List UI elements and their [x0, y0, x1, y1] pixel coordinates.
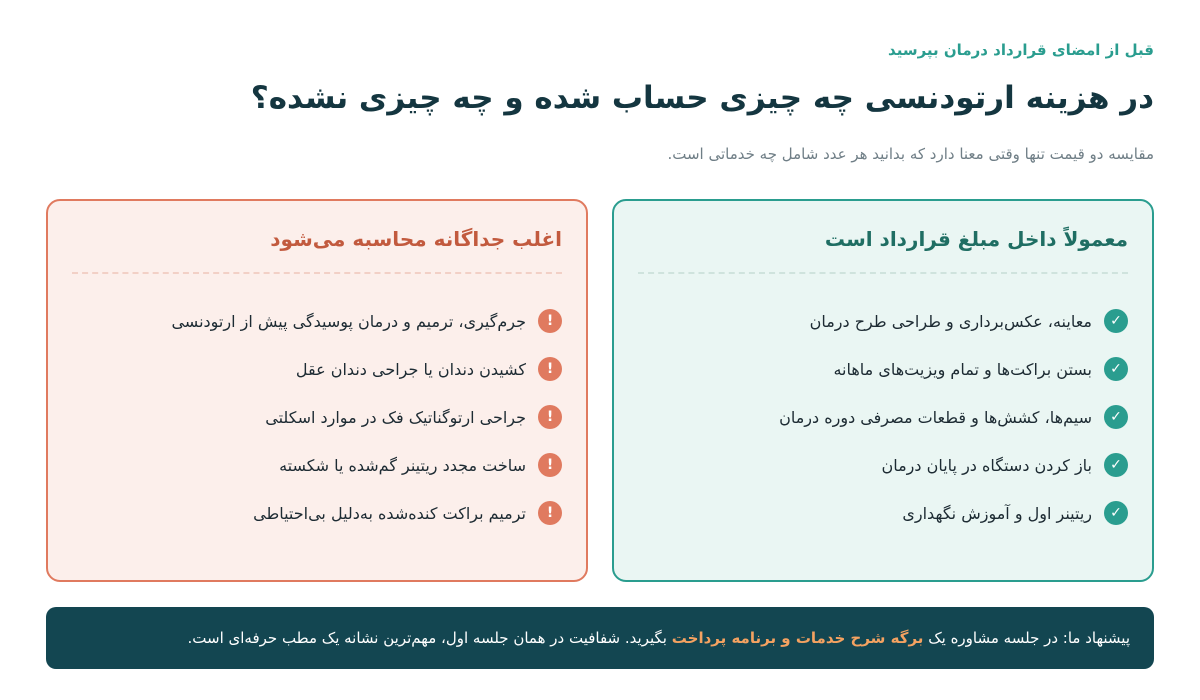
included-item: [638, 441, 1128, 489]
included-item-label: ریتینر اول و آموزش نگهداری: [902, 503, 1092, 523]
included-item: [638, 297, 1128, 345]
check-icon: ✓: [1104, 501, 1128, 525]
included-item: [638, 393, 1128, 441]
included-item-label: باز کردن دستگاه در پایان درمان: [881, 455, 1092, 475]
recommendation-banner: [46, 607, 1154, 669]
separate-item-label: کشیدن دندان یا جراحی دندان عقل: [295, 359, 526, 379]
separate-item: [72, 441, 562, 489]
exclamation-icon: !: [538, 453, 562, 477]
page-subtitle: مقایسه دو قیمت تنها وقتی معنا دارد که بدانید هر عدد شامل چه خدماتی است.: [667, 145, 1154, 163]
exclamation-icon: !: [538, 357, 562, 381]
recommendation-highlight: برگه شرح خدمات و برنامه پرداخت: [671, 629, 924, 647]
exclamation-icon: !: [538, 501, 562, 525]
page: [46, 0, 1154, 700]
included-item-label: بستن براکت‌ها و تمام ویزیت‌های ماهانه: [833, 359, 1092, 379]
included-item-label: سیم‌ها، کشش‌ها و قطعات مصرفی دوره درمان: [779, 407, 1092, 427]
included-card-title: معمولاً داخل مبلغ قرارداد است: [824, 227, 1128, 251]
recommendation-text-before: پیشنهاد ما: در جلسه مشاوره یک: [923, 629, 1130, 647]
eyebrow-label: قبل از امضای قرارداد درمان بپرسید: [888, 41, 1154, 59]
separate-card: [46, 199, 588, 582]
check-icon: ✓: [1104, 453, 1128, 477]
separate-list: [72, 297, 562, 537]
recommendation-text-after: بگیرید. شفافیت در همان جلسه اول، مهم‌ترین نشانه یک مطب حرفه‌ای است.: [187, 629, 672, 647]
separate-item-label: جرم‌گیری، ترمیم و درمان پوسیدگی پیش از ارتودنسی: [171, 311, 526, 331]
separate-card-title: اغلب جداگانه محاسبه می‌شود: [270, 227, 562, 251]
separate-item-label: جراحی ارتوگناتیک فک در موارد اسکلتی: [265, 407, 526, 427]
recommendation-text: [188, 629, 1131, 647]
exclamation-icon: !: [538, 405, 562, 429]
included-card-divider: [638, 272, 1128, 274]
check-icon: ✓: [1104, 357, 1128, 381]
separate-item: [72, 393, 562, 441]
separate-item-label: ساخت مجدد ریتینر گم‌شده یا شکسته: [279, 455, 526, 475]
separate-item: [72, 345, 562, 393]
included-item-label: معاینه، عکس‌برداری و طراحی طرح درمان: [809, 311, 1092, 331]
check-icon: ✓: [1104, 405, 1128, 429]
included-list: [638, 297, 1128, 537]
separate-item-label: ترمیم براکت کنده‌شده به‌دلیل بی‌احتیاطی: [253, 503, 526, 523]
page-title: در هزینه ارتودنسی چه چیزی حساب شده و چه چیزی نشده؟: [250, 80, 1154, 116]
exclamation-icon: !: [538, 309, 562, 333]
included-card: [612, 199, 1154, 582]
included-item: [638, 489, 1128, 537]
check-icon: ✓: [1104, 309, 1128, 333]
included-item: [638, 345, 1128, 393]
separate-item: [72, 297, 562, 345]
separate-card-divider: [72, 272, 562, 274]
separate-item: [72, 489, 562, 537]
